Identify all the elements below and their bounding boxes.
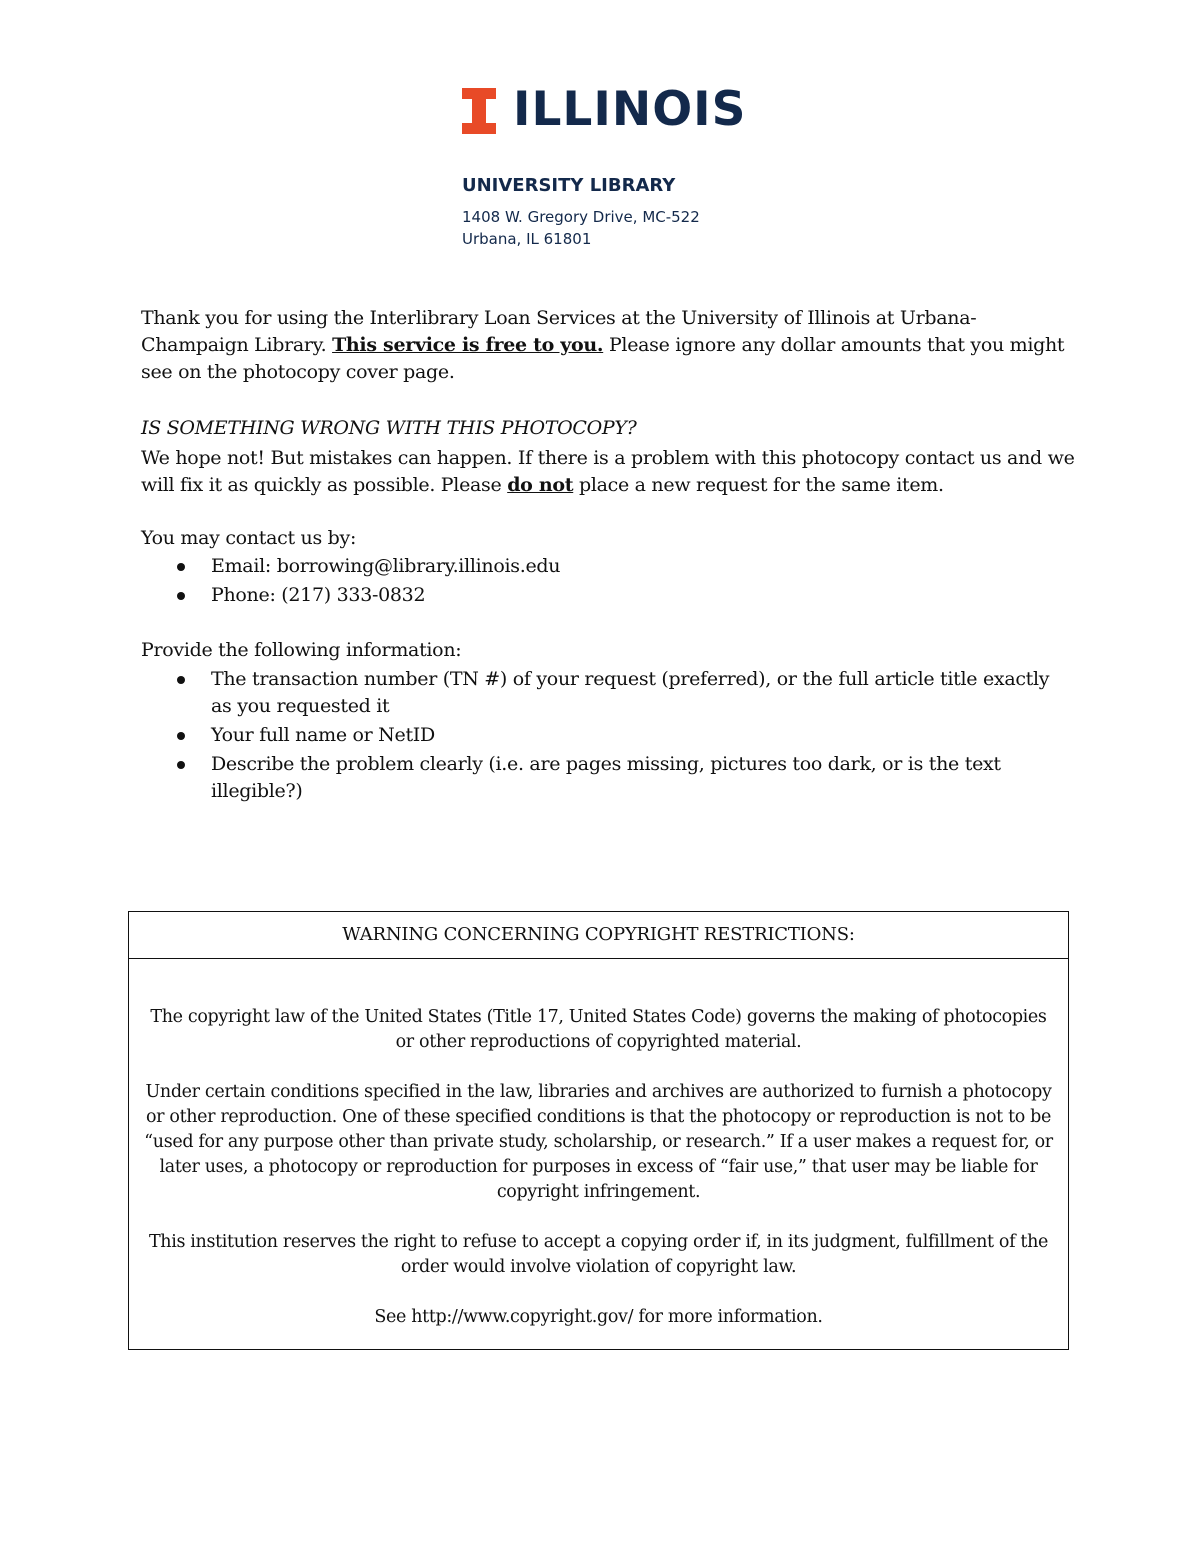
warning-paragraph: This institution reserves the right to refuse to accept a copying order if, in its judgment, fulfillment of the order would involve violation of copyright law. [148, 1232, 1049, 1277]
contact-lead: You may contact us by: [141, 527, 357, 549]
contact-phone[interactable]: Phone: (217) 333-0832 [211, 584, 426, 606]
contact-list [141, 553, 1061, 611]
intro-paragraph [141, 305, 1081, 386]
bullet-icon [177, 676, 185, 684]
illinois-wordmark: ILLINOIS [513, 82, 747, 137]
illinois-block-i-logo-icon [462, 88, 496, 134]
address-line-1: 1408 W. Gregory Drive, MC-522 [462, 208, 700, 226]
problem-paragraph [141, 445, 1081, 499]
problem-do-not-emphasis: do not [507, 474, 574, 496]
copyright-warning-title: WARNING CONCERNING COPYRIGHT RESTRICTIONS: [129, 912, 1068, 959]
bullet-icon [177, 563, 185, 571]
intro-text-before: Thank you for using the Interlibrary Loan Services at the University of Illinois at Urbana-Champaign Library. [141, 307, 977, 356]
bullet-icon [177, 732, 185, 740]
warning-see-more: See http://www.copyright.gov/ for more information. [374, 1307, 823, 1327]
bullet-icon [177, 592, 185, 600]
contact-email[interactable]: Email: borrowing@library.illinois.edu [211, 555, 561, 577]
warning-paragraph: The copyright law of the United States (Title 17, United States Code) governs the making of photocopies or other reproductions of copyrighted material. [150, 1007, 1047, 1052]
intro-free-emphasis: This service is free to you. [332, 334, 604, 356]
list-item [141, 722, 1061, 749]
provide-item-text: The transaction number (TN #) of your request (preferred), or the full article title exactly as you requested it [211, 668, 1050, 717]
bullet-icon [177, 761, 185, 769]
address-line-2: Urbana, IL 61801 [462, 230, 592, 248]
provide-list [141, 666, 1061, 807]
list-item [141, 582, 1061, 609]
copyright-warning-box [128, 911, 1069, 1350]
provide-item-text: Describe the problem clearly (i.e. are pages missing, pictures too dark, or is the text illegible?) [211, 753, 1001, 802]
library-name: UNIVERSITY LIBRARY [462, 175, 676, 196]
problem-text-before: We hope not! But mistakes can happen. If there is a problem with this photocopy contact us and we will fix it as quickly as possible. Please [141, 447, 1075, 496]
list-item [141, 553, 1061, 580]
problem-heading: IS SOMETHING WRONG WITH THIS PHOTOCOPY? [141, 417, 637, 439]
warning-paragraph: Under certain conditions specified in the law, libraries and archives are authorized to furnish a photocopy or other reproduction. One of these specified conditions is that the photocopy or reproduction is not to be “used for any purpose other than private study, scholarship, or research.” If a user makes a request for, or later uses, a photocopy or reproduction for purposes in excess of “fair use,” that user may be liable for copyright infringement. [144, 1082, 1053, 1202]
list-item [141, 666, 1061, 720]
intro-text-after: Please ignore any dollar amounts that you might see on the photocopy cover page. [141, 334, 1065, 383]
problem-text-after: place a new request for the same item. [573, 474, 944, 496]
copyright-warning-body [129, 959, 1068, 1330]
provide-item-text: Your full name or NetID [211, 724, 435, 746]
provide-lead: Provide the following information: [141, 639, 462, 661]
list-item [141, 751, 1061, 805]
